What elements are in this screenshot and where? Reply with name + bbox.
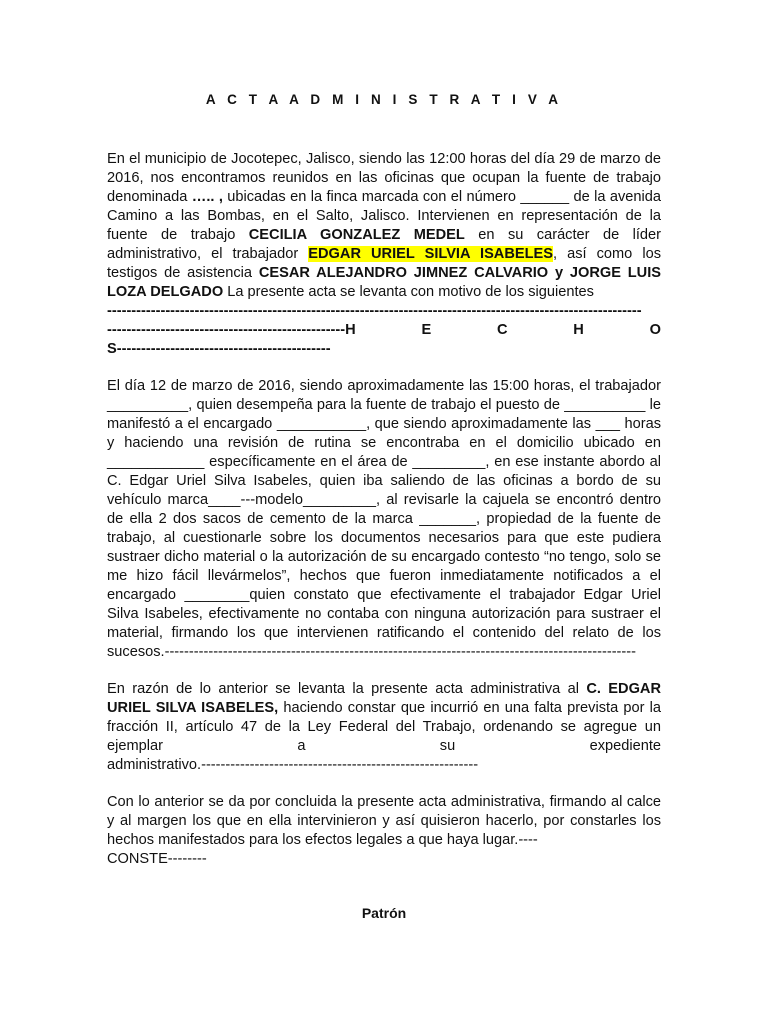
facts-end: sucesos.------------------------------------------------------------------------------------------------- — [107, 644, 636, 660]
intro-text-5: La presente acta se levanta con motivo de los siguientes — [223, 284, 594, 300]
worker-name-highlight: EDGAR URIEL SILVIA ISABELES — [308, 246, 554, 262]
hechos-letter-c: C — [496, 322, 508, 338]
facts-paragraph: El día 12 de marzo de 2016, siendo aproximadamente las 15:00 horas, el trabajador __________, quien desempeña para la fuente de trabajo el puesto de __________ le manifestó a el encargado ___________, que siendo aproximadamente las ___ horas y haciendo una revisión de rutina se encontraba en el domicilio ubicado en ____________ específicamente en el área de _________, en ese instante abordo al C. Edgar Uriel Silva Isabeles, quien iba saliendo de las oficinas a bordo de su vehículo marca____---modelo_________, al revisarle la cajuela se encontró dentro de ella 2 dos sacos de cemento de la marca _______, propiedad de la fuente de trabajo, al cuestionarle sobre los documentos necesarios para que este pudiera sustraer dicho material o la autorización de su encargado contesto “no tengo, solo se me hizo fácil llevármelos”, hechos que fueron inmediatamente notificados a el encargado ________quien constato que efectivamente el trabajador Edgar Uriel Silva Isabeles, efectivamente no contaba con ninguna autorización para sustraer el material, firmando los que intervienen ratificando el contenido del relato de los — [107, 378, 661, 641]
hechos-letter-e: E — [421, 322, 432, 338]
hechos-heading — [107, 321, 661, 340]
signature-label: Patrón — [361, 905, 407, 921]
hechos-letter-o: O — [649, 322, 661, 338]
document-title: A C T A A D M I N I S T R A T I V A — [205, 92, 563, 107]
reason-text-2: haciendo constar que incurrió en una falta prevista por la fracción II, artículo 47 de la Ley Federal del Trabajo, ordenando se agregue un ejemplar a su expediente — [107, 700, 661, 754]
intro-text-1: En el municipio de Jocotepec, Jalisco, siendo las 12:00 horas del día 29 de marzo de 2016, nos encontramos reunidos en las oficinas que ocupan la fuente de trabajo denominada — [107, 151, 661, 205]
witnesses-names: CESAR ALEJANDRO JIMNEZ CALVARIO y JORGE LUIS LOZA DELGADO — [107, 265, 661, 300]
intro-text-3: en su carácter de líder administrativo, el trabajador — [107, 227, 662, 262]
intro-dots: ….. , — [191, 189, 223, 205]
reason-end: administrativo.--------------------------------------------------------- — [107, 757, 479, 773]
hechos-prefix: -------------------------------------------------H — [107, 322, 356, 338]
intro-paragraph — [107, 150, 661, 302]
document-body — [107, 150, 661, 869]
hechos-letter-h: H — [573, 322, 584, 338]
reason-worker-name: C. EDGAR URIEL SILVA ISABELES, — [107, 681, 661, 716]
intro-text-4: , así como los testigos de asistencia — [107, 246, 661, 281]
dash-separator: -------------------------------------------------------------------------------------------------------------- — [107, 303, 642, 319]
closing-paragraph: Con lo anterior se da por concluida la presente acta administrativa, firmando al calce y al margen los que en ella intervinieron y así quisieron hacerlo, por constarles los hechos manifestados para los efectos legales a que haya lugar.---- — [107, 794, 661, 848]
representative-name: CECILIA GONZALEZ MEDEL — [248, 227, 465, 243]
closing-end: CONSTE-------- — [107, 851, 207, 867]
reason-text-1: En razón de lo anterior se levanta la presente acta administrativa al — [107, 681, 587, 697]
intro-text-2: ubicadas en la finca marcada con el número ______ de la avenida Camino a las Bombas, en el Salto, Jalisco. Intervienen en representación de la fuente de trabajo — [107, 189, 661, 243]
hechos-suffix: S-------------------------------------------- — [107, 341, 331, 357]
reason-paragraph — [107, 680, 661, 756]
